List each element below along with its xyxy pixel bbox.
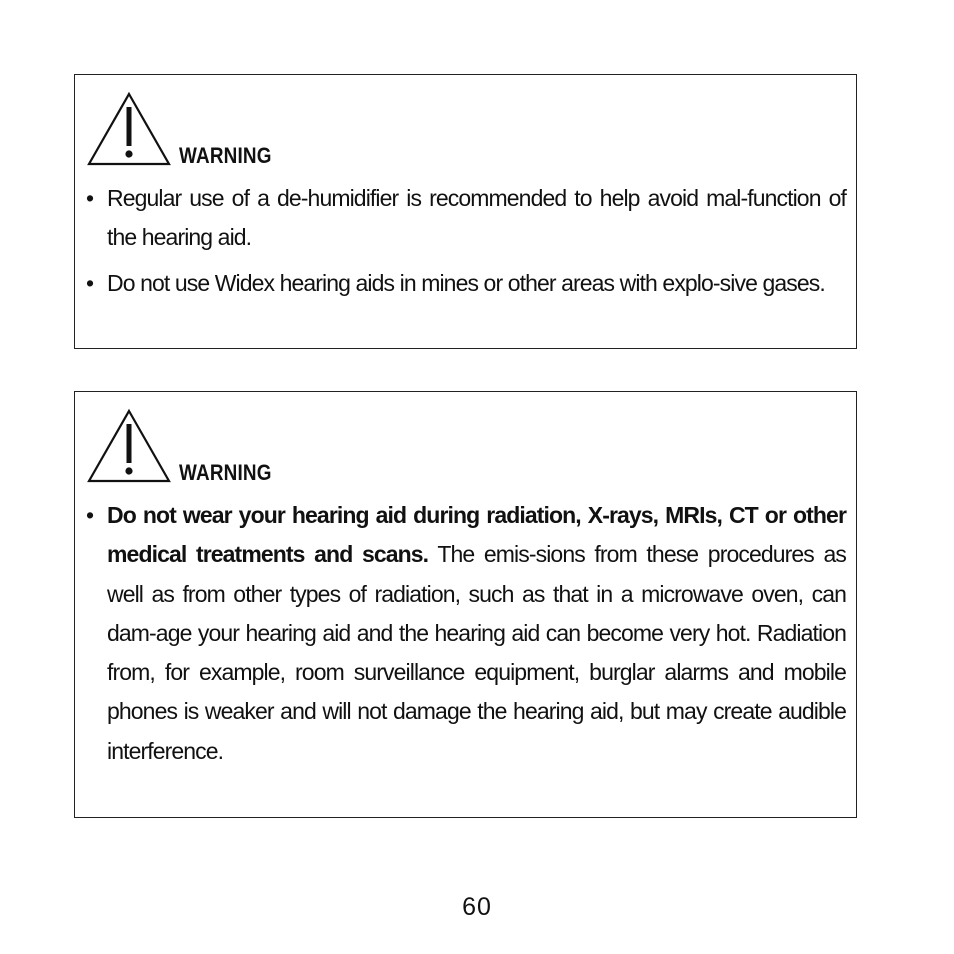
warning-header [86, 91, 287, 167]
warning-triangle-icon [86, 91, 172, 167]
warning-label: WARNING [179, 143, 272, 168]
warning-list [86, 179, 846, 303]
warning-box-2 [74, 391, 857, 818]
bullet: • [86, 269, 95, 296]
bullet: • [86, 502, 95, 528]
warning-triangle-icon [86, 408, 172, 484]
warning-list [86, 496, 846, 771]
list-item-text: Regular use of a de-humidifier is recommended to help avoid mal-function of the hearing aid. [107, 185, 846, 251]
page-number: 60 [462, 893, 492, 921]
warning-box-1 [74, 74, 857, 349]
list-item-text: Do not use Widex hearing aids in mines or other areas with explo-sive gases. [107, 269, 825, 296]
warning-header [86, 408, 287, 484]
list-item-bold-text: Do not wear your hearing aid during radiation, X-rays, MRIs, CT or other medical treatments and scans. [107, 502, 846, 568]
list-item [86, 179, 846, 258]
list-item [86, 264, 846, 303]
list-item [86, 496, 846, 771]
list-item-text: The emis-sions from these procedures as well as from other types of radiation, such as that in a microwave oven, can dam-age your hearing aid and the hearing aid can become very hot. Radiation from, for example, room surveillance equipment, burglar alarms and mobile phones is weaker and will not damage the hearing aid, but may create audible interference. [107, 541, 846, 764]
warning-label: WARNING [179, 460, 272, 485]
bullet: • [86, 185, 95, 211]
